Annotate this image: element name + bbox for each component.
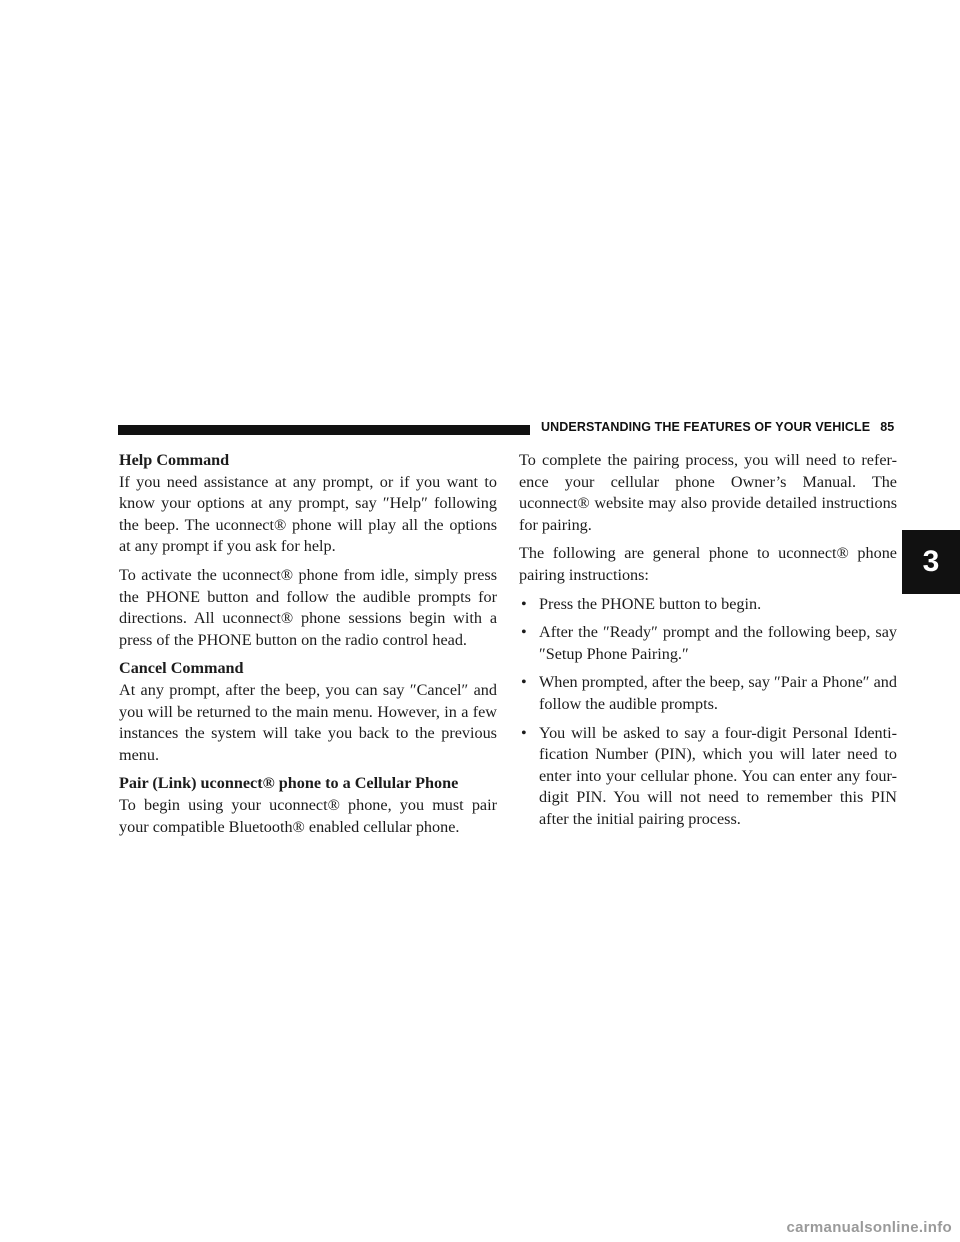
list-item [519, 594, 897, 616]
pair-paragraph: To begin using your uconnect® phone, you must pair your compatible Bluetooth® enabled cellular phone. [119, 795, 497, 836]
chapter-tab: 3 [902, 530, 960, 594]
watermark: carmanualsonline.info [786, 1219, 952, 1236]
pair-heading: Pair (Link) uconnect® phone to a Cellular Phone [119, 774, 459, 793]
list-item [519, 672, 897, 715]
help-command-heading: Help Command [119, 451, 230, 469]
bullet-icon: • [521, 594, 527, 613]
bullet-icon: • [521, 673, 527, 692]
list-item-text: After the ″Ready″ prompt and the following beep, say ″Setup Phone Pairing.″ [539, 623, 897, 663]
pairing-steps-list [519, 594, 897, 831]
list-item-text: Press the PHONE button to begin. [539, 594, 762, 613]
help-paragraph-1: If you need assistance at any prompt, or if you want to know your options at any prompt, say ″Help″ following the beep. The uconnect® phone will play all the options at any prompt if you ask for help. [119, 472, 497, 556]
help-paragraph-2: To activate the uconnect® phone from idle, simply press the PHONE button and follow the audible prompts for directions. All uconnect® phone sessions begin with a press of the PHONE button on the radio control head. [119, 565, 497, 649]
list-item [519, 622, 897, 665]
pairing-intro-paragraph: To complete the pairing process, you will need to refer-ence your cellular phone Owner’s Manual. The uconnect® website may also provide detailed instructions for pairing. [519, 451, 897, 534]
cancel-command-heading: Cancel Command [119, 659, 244, 678]
section-title: UNDERSTANDING THE FEATURES OF YOUR VEHICLE [541, 420, 871, 434]
page-number: 85 [880, 420, 895, 434]
list-item [519, 723, 897, 831]
pairing-instructions-intro: The following are general phone to uconnect® phone pairing instructions: [519, 544, 897, 584]
right-column [519, 450, 897, 838]
bullet-icon: • [521, 623, 527, 642]
list-item-text: You will be asked to say a four-digit Personal Identi-fication Number (PIN), which you will later need to enter into your cellular phone. You can enter any four-digit PIN. You will not need to remember this PIN after the initial pairing process. [539, 723, 897, 828]
list-item-text: When prompted, after the beep, say ″Pair a Phone″ and follow the audible prompts. [539, 673, 897, 713]
running-header [541, 420, 894, 434]
bullet-icon: • [521, 723, 527, 742]
header-rule [118, 425, 530, 435]
cancel-paragraph: At any prompt, after the beep, you can say ″Cancel″ and you will be returned to the main menu. However, in a few instances the system will take you back to the previous menu. [119, 680, 497, 764]
left-column [119, 450, 497, 845]
